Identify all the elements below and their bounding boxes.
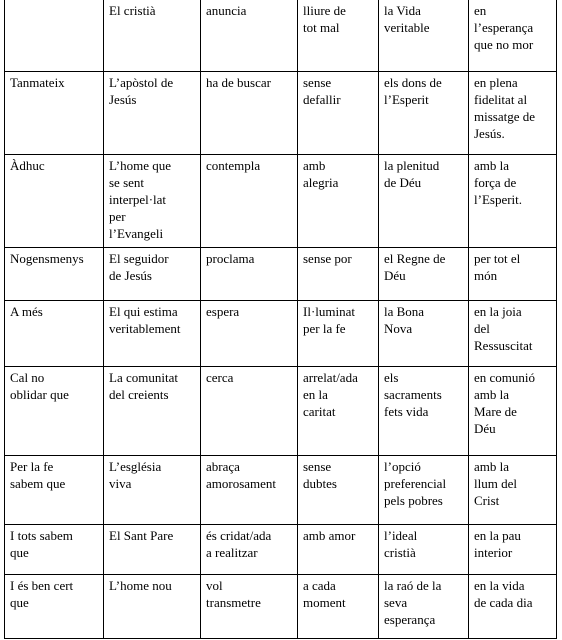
phrase-table <box>4 0 557 639</box>
table-row <box>5 524 557 574</box>
connector-cell: I tots sabem que <box>5 524 104 574</box>
object-cell: els sacraments fets vida <box>379 366 469 455</box>
verb-cell: ha de buscar <box>201 71 298 154</box>
object-cell: la Vida veritable <box>379 0 469 71</box>
table-body <box>5 0 557 638</box>
table-row <box>5 0 557 71</box>
connector-cell: I és ben cert que <box>5 574 104 638</box>
manner-cell: arrelat/ada en la caritat <box>298 366 379 455</box>
table-row <box>5 366 557 455</box>
table-row <box>5 71 557 154</box>
verb-cell: contempla <box>201 154 298 247</box>
subject-cell: L’apòstol de Jesús <box>104 71 201 154</box>
subject-cell: El cristià <box>104 0 201 71</box>
table-row <box>5 574 557 638</box>
complement-cell: en la pau interior <box>469 524 557 574</box>
manner-cell: amb amor <box>298 524 379 574</box>
object-cell: l’opció preferencial pels pobres <box>379 455 469 524</box>
verb-cell: cerca <box>201 366 298 455</box>
complement-cell: en la joia del Ressuscitat <box>469 300 557 366</box>
connector-cell <box>5 0 104 71</box>
object-cell: la plenitud de Déu <box>379 154 469 247</box>
complement-cell: en plena fidelitat al missatge de Jesús. <box>469 71 557 154</box>
subject-cell: L’església viva <box>104 455 201 524</box>
table-row <box>5 300 557 366</box>
subject-cell: El seguidor de Jesús <box>104 247 201 300</box>
table-row <box>5 455 557 524</box>
manner-cell: a cada moment <box>298 574 379 638</box>
manner-cell: Il·luminat per la fe <box>298 300 379 366</box>
subject-cell: El qui estima veritablement <box>104 300 201 366</box>
connector-cell: Nogensmenys <box>5 247 104 300</box>
complement-cell: en la vida de cada dia <box>469 574 557 638</box>
verb-cell: és cridat/ada a realitzar <box>201 524 298 574</box>
manner-cell: sense dubtes <box>298 455 379 524</box>
complement-cell: amb la força de l’Esperit. <box>469 154 557 247</box>
manner-cell: sense defallir <box>298 71 379 154</box>
object-cell: la raó de la seva esperança <box>379 574 469 638</box>
subject-cell: L’home que se sent interpel·lat per l’Evangeli <box>104 154 201 247</box>
object-cell: l’ideal cristià <box>379 524 469 574</box>
object-cell: el Regne de Déu <box>379 247 469 300</box>
connector-cell: Per la fe sabem que <box>5 455 104 524</box>
document-page <box>4 0 557 639</box>
complement-cell: en comunió amb la Mare de Déu <box>469 366 557 455</box>
verb-cell: espera <box>201 300 298 366</box>
subject-cell: L’home nou <box>104 574 201 638</box>
verb-cell: anuncia <box>201 0 298 71</box>
subject-cell: La comunitat del creients <box>104 366 201 455</box>
subject-cell: El Sant Pare <box>104 524 201 574</box>
complement-cell: en l’esperança que no mor <box>469 0 557 71</box>
verb-cell: abraça amorosament <box>201 455 298 524</box>
manner-cell: lliure de tot mal <box>298 0 379 71</box>
verb-cell: vol transmetre <box>201 574 298 638</box>
table-row <box>5 247 557 300</box>
connector-cell: Àdhuc <box>5 154 104 247</box>
manner-cell: amb alegria <box>298 154 379 247</box>
connector-cell: Cal no oblidar que <box>5 366 104 455</box>
object-cell: la Bona Nova <box>379 300 469 366</box>
object-cell: els dons de l’Esperit <box>379 71 469 154</box>
manner-cell: sense por <box>298 247 379 300</box>
connector-cell: Tanmateix <box>5 71 104 154</box>
table-row <box>5 154 557 247</box>
verb-cell: proclama <box>201 247 298 300</box>
complement-cell: amb la llum del Crist <box>469 455 557 524</box>
complement-cell: per tot el món <box>469 247 557 300</box>
connector-cell: A més <box>5 300 104 366</box>
